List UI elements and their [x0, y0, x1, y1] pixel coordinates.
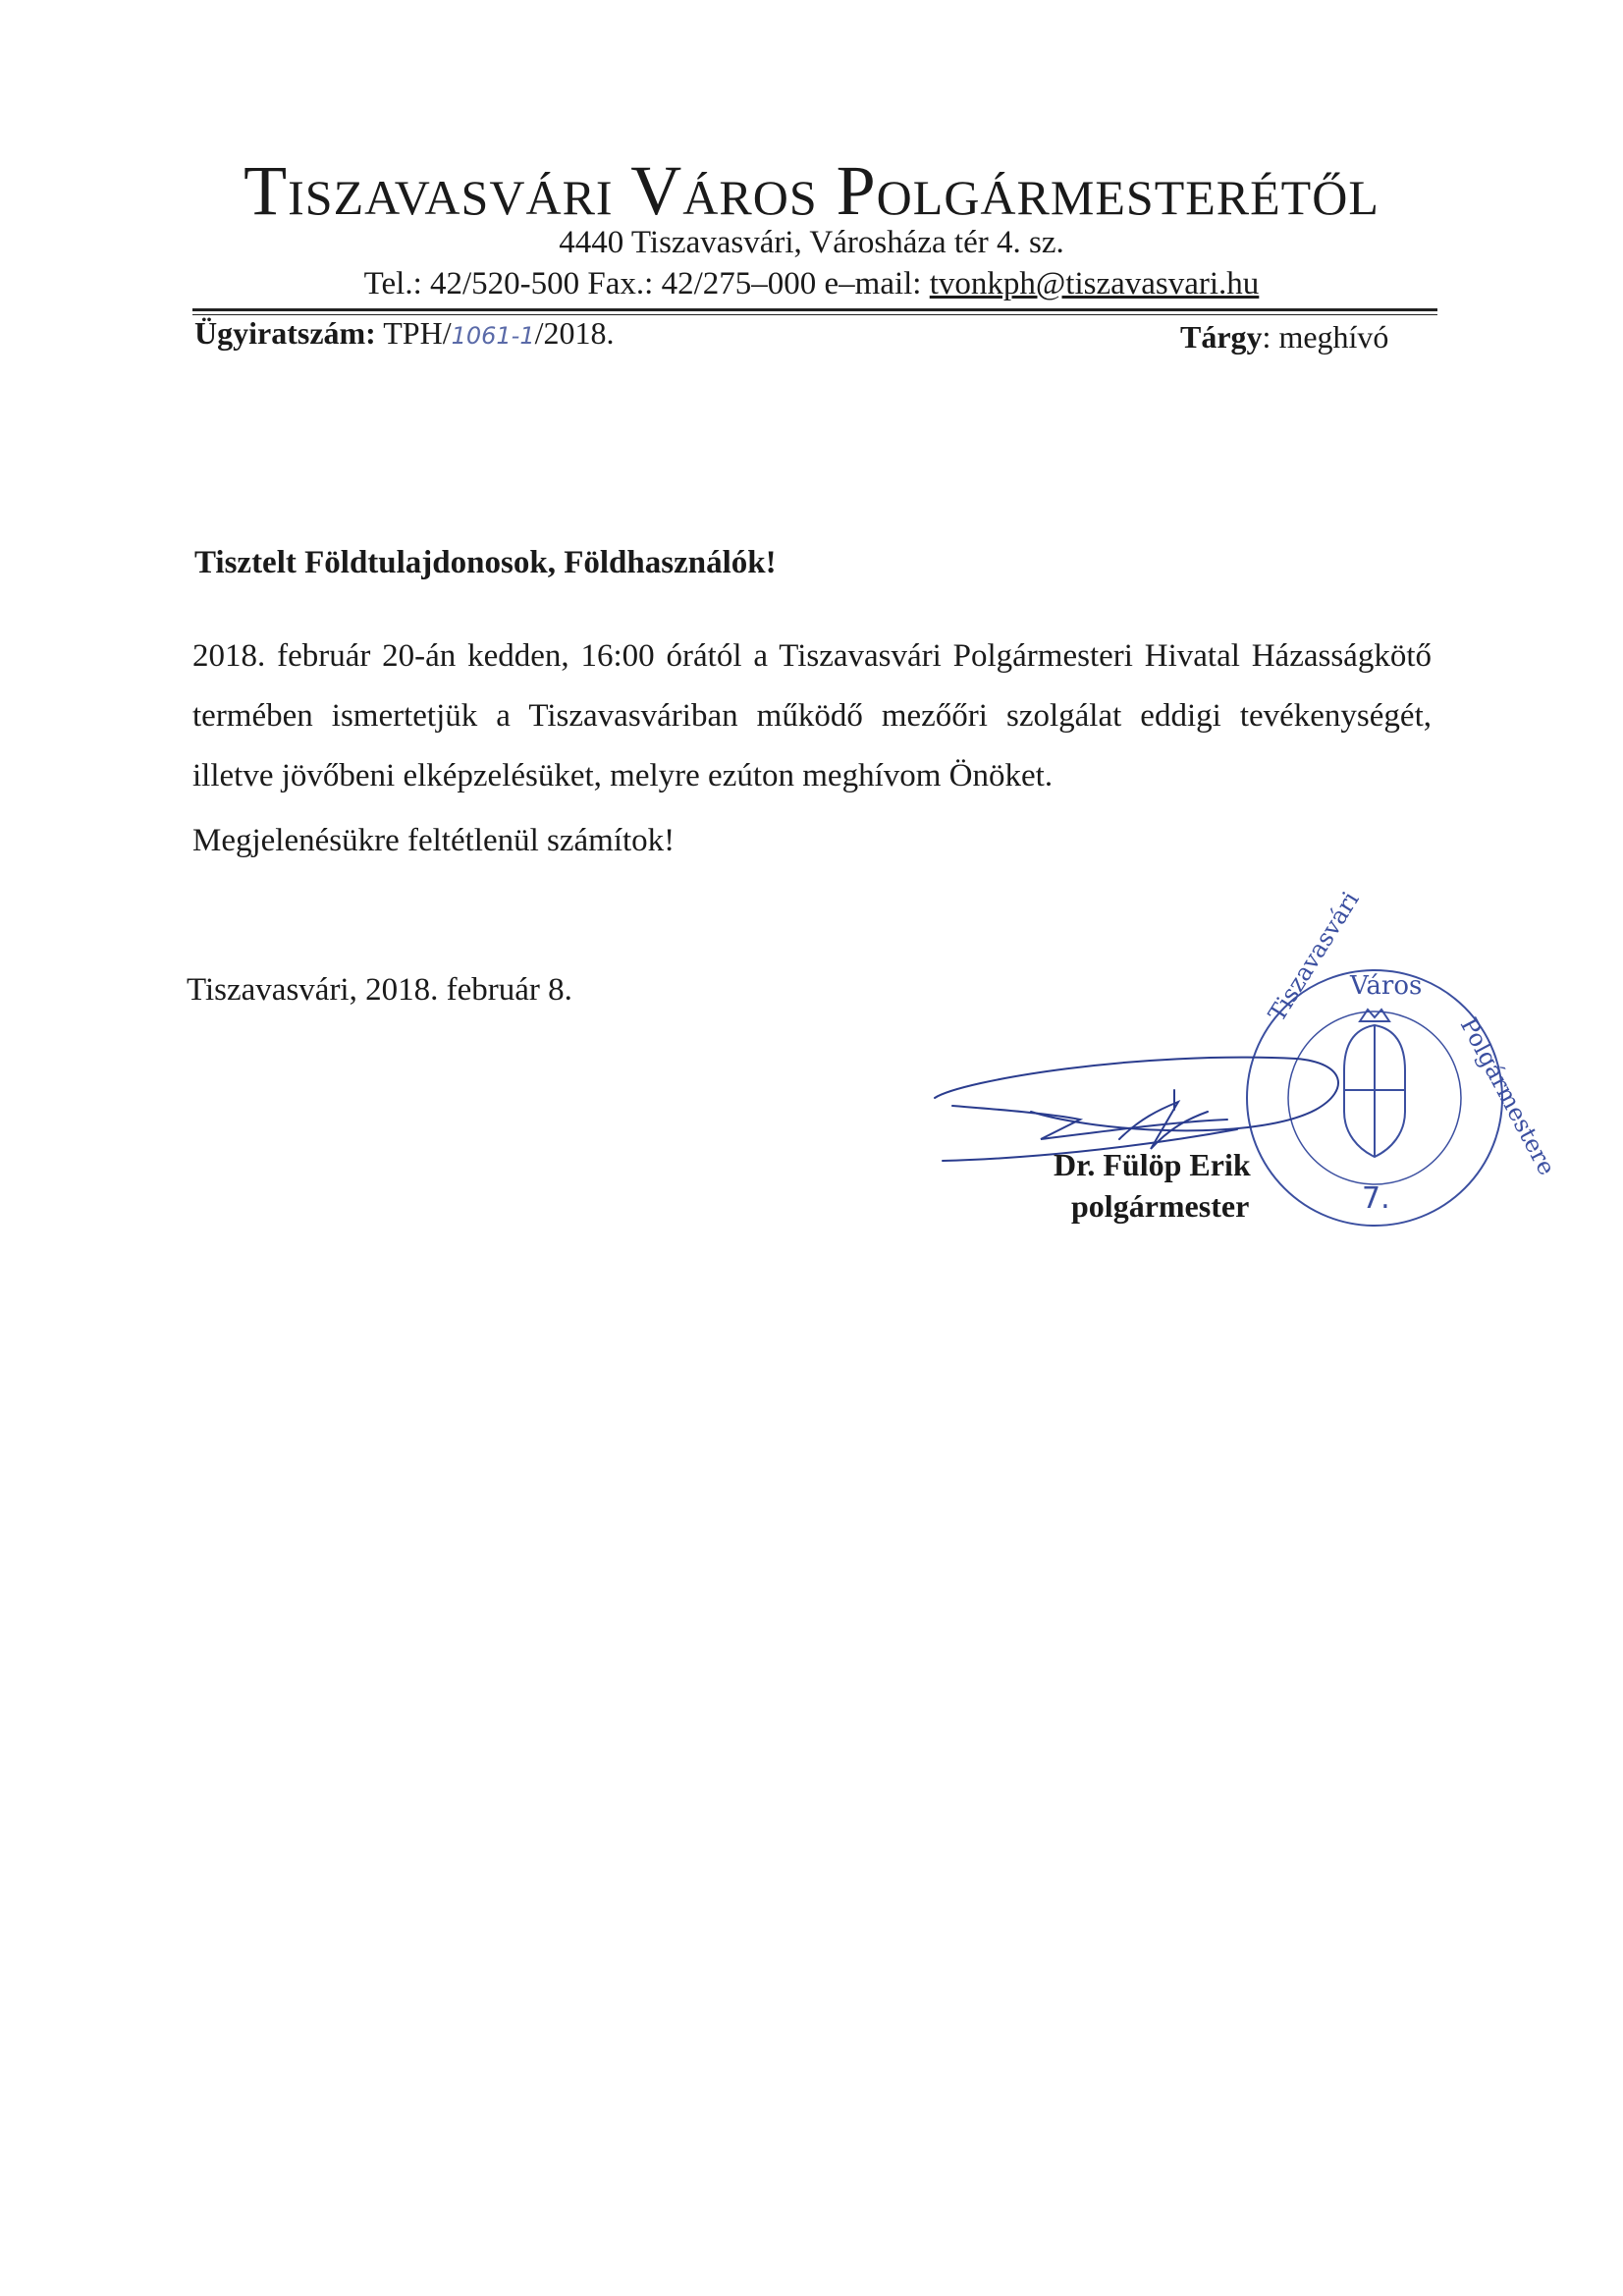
header-rule-thick	[192, 308, 1437, 311]
signatory-name: Dr. Fülöp Erik	[1054, 1147, 1251, 1182]
subject-label: Tárgy	[1180, 319, 1263, 355]
date-line: Tiszavasvári, 2018. február 8.	[187, 972, 572, 1008]
reference-label: Ügyiratszám:	[194, 315, 376, 351]
letterhead-title: Tiszavasvári Város Polgármesterétől	[243, 151, 1380, 230]
reference-number	[194, 314, 615, 352]
stamp-number: 7.	[1362, 1181, 1390, 1216]
svg-text:Tiszavasvári: Tiszavasvári	[1263, 887, 1365, 1027]
closing-sentence: Megjelenésükre feltétlenül számítok!	[192, 823, 676, 858]
svg-text:Város: Város	[1350, 971, 1423, 1001]
letterhead-address: 4440 Tiszavasvári, Városháza tér 4. sz.	[559, 225, 1064, 260]
contact-info: Tel.: 42/520-500 Fax.: 42/275–000 e–mail:	[363, 266, 930, 301]
body-paragraph: 2018. február 20-án kedden, 16:00 órától a Tiszavasvári Polgármesteri Hivatal Házasságkötő termében ismertetjük a Tiszavasváriban működő mezőőri szolgálat eddigi tevékenységét, illetve jövőbeni elképzelésüket, melyre ezúton meghívom Önöket.	[192, 638, 1432, 793]
svg-text:Polgármestere: Polgármestere	[1454, 1012, 1561, 1180]
reference-prefix: TPH/	[375, 315, 452, 351]
reference-suffix: /2018.	[534, 315, 615, 351]
reference-handwritten: 1061-1	[451, 322, 535, 350]
signatory-role: polgármester	[1071, 1188, 1250, 1224]
subject-line	[1180, 318, 1388, 355]
salutation: Tisztelt Földtulajdonosok, Földhasználók!	[194, 545, 777, 580]
email-link[interactable]: tvonkph@tiszavasvari.hu	[929, 266, 1260, 301]
letterhead-contact	[0, 265, 1623, 304]
subject-value: : meghívó	[1262, 319, 1389, 355]
